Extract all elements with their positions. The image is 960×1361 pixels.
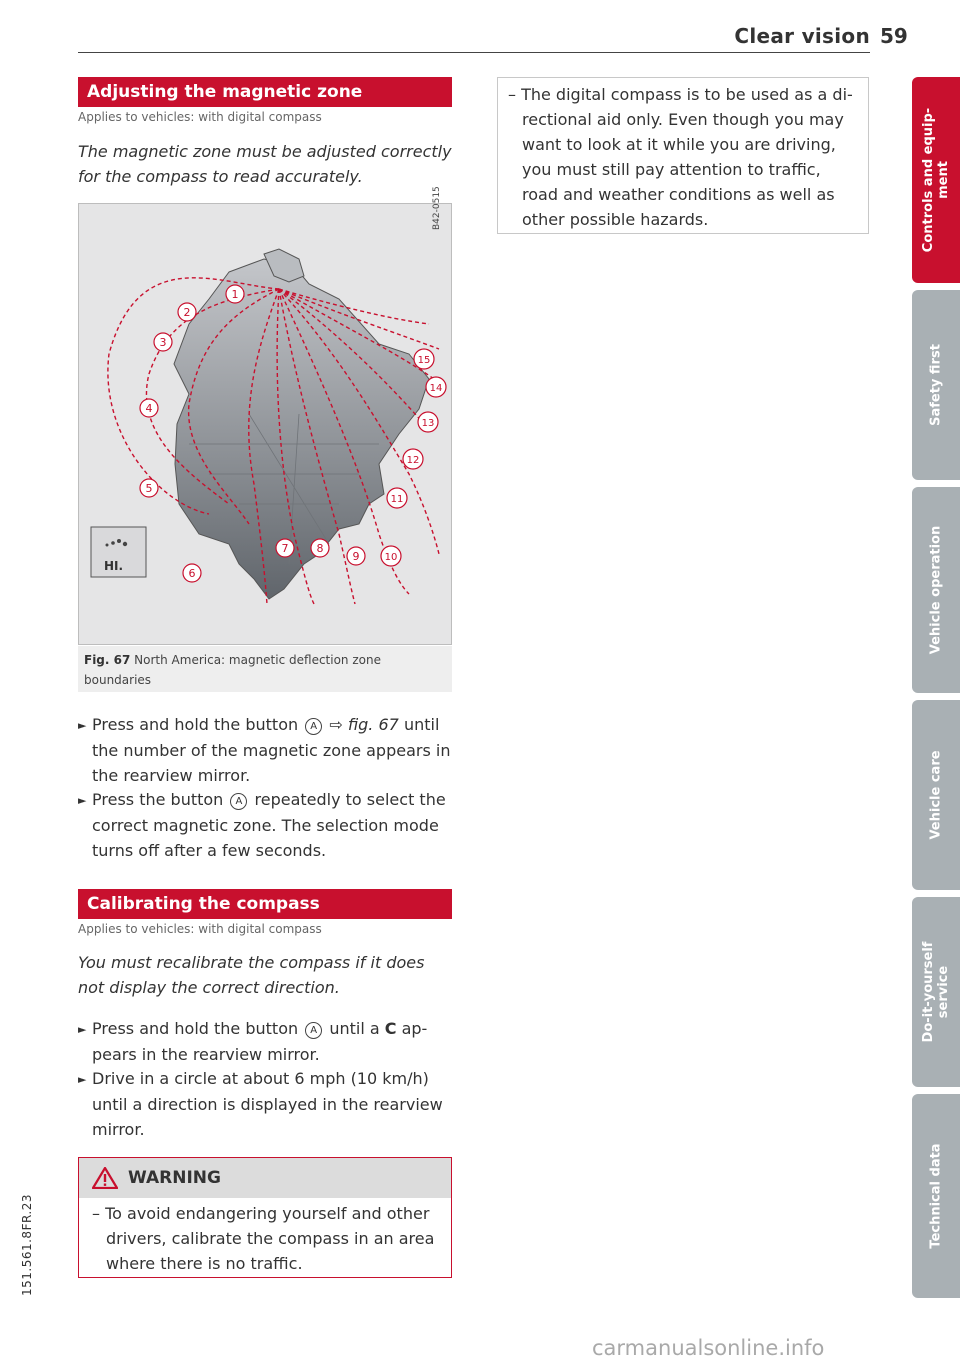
running-header-title: Clear vision [734,24,870,48]
reference-arrow: ⇨ [329,715,343,734]
zone-marker-12 [403,449,423,469]
caption-text: boundaries [84,673,152,687]
intro-magnetic-zone [78,139,458,189]
magnetic-zone-map [79,204,451,644]
button-a-icon: A [305,1022,322,1039]
zone-marker-3 [154,333,172,351]
side-tab-safety[interactable]: Safety first [912,290,960,480]
zone-marker-7 [276,539,294,557]
page-number: 59 [880,24,908,48]
zone-marker-14 [426,377,446,397]
side-tab-vehicle-operation[interactable]: Vehicle operation [912,487,960,693]
step-press-hold-calibrate: ► Press and hold the button A until a C ap- pears in the rearview mirror. [78,1019,428,1064]
intro-line: The magnetic zone must be adjusted correctly [78,142,452,161]
svg-text:10: 10 [384,552,398,563]
figure-reference[interactable]: fig. 67 [347,715,399,734]
zone-marker-1 [226,285,244,303]
svg-text:4: 4 [145,402,153,415]
step-drive-circle: ► Drive in a circle at about 6 mph (10 km/h) until a direction is displayed in the rearview mirror. [78,1069,443,1139]
intro-line: not display the correct direction. [78,978,340,997]
svg-text:15: 15 [417,355,431,366]
warning-triangle-icon [92,1167,118,1189]
zone-marker-6 [183,564,201,582]
svg-text:14: 14 [429,383,443,394]
zone-marker-2 [178,303,196,321]
side-tab-diy-service[interactable]: Do-it-yourself service [912,897,960,1087]
zone-marker-13 [418,412,438,432]
svg-text:3: 3 [159,336,167,349]
figure-code: B42-0515 [432,186,442,230]
step-arrow-icon: ► [78,1023,87,1036]
caption-text: North America: magnetic deflection zone [134,653,381,667]
side-tab-controls[interactable]: Controls and equip- ment [912,77,960,283]
zone-marker-8 [311,539,329,557]
zone-marker-5 [140,479,158,497]
warning-text: – To avoid endangering yourself and other drivers, calibrate the compass in an area where there is no traffic. [92,1204,435,1273]
zone-marker-9 [347,547,365,565]
intro-line: You must recalibrate the compass if it does [78,953,425,972]
display-letter-c: C [384,1019,397,1038]
header-rule [78,52,870,53]
button-a-icon: A [230,793,247,810]
svg-text:7: 7 [281,542,289,555]
note-text: – The digital compass is to be used as a di- rectional aid only. Even though you may want to look at it while you are driving, you must still pay attention to traffic, road and weather conditions as well as other possible hazards. [508,85,853,229]
step-arrow-icon: ► [78,794,87,807]
svg-text:9: 9 [352,550,360,563]
figure-caption [84,650,434,690]
intro-line: for the compass to read accurately. [78,167,363,186]
zone-marker-4 [140,399,158,417]
svg-text:5: 5 [145,482,153,495]
zone-marker-10 [381,546,401,566]
warning-title: WARNING [128,1168,221,1188]
zone-marker-11 [387,488,407,508]
zone-marker-15 [414,349,434,369]
figure-label: Fig. 67 [84,653,131,667]
hawaii-inset-label: HI. [104,559,124,573]
applies-note-1: Applies to vehicles: with digital compass [78,110,322,124]
step-press-hold-zone: ► Press and hold the button A ⇨ fig. 67 until the number of the magnetic zone appears in the rearview mirror. [78,715,451,785]
section-title-calibrating: Calibrating the compass [78,889,452,919]
intro-calibrating [78,950,458,1000]
svg-text:12: 12 [406,455,420,466]
step-arrow-icon: ► [78,1073,87,1086]
side-tab-technical-data[interactable]: Technical data [912,1094,960,1298]
svg-text:11: 11 [390,494,404,505]
button-a-icon: A [305,718,322,735]
svg-text:8: 8 [316,542,324,555]
section-title-magnetic-zone: Adjusting the magnetic zone [78,77,452,107]
figure-magnetic-zone-map [78,203,452,645]
svg-text:1: 1 [231,288,239,301]
svg-text:6: 6 [188,567,196,580]
step-select-zone: ► Press the button A repeatedly to select the correct magnetic zone. The selection mode turns off after a few seconds. [78,790,446,860]
svg-text:2: 2 [183,306,191,319]
side-tab-vehicle-care[interactable]: Vehicle care [912,700,960,890]
applies-note-2: Applies to vehicles: with digital compass [78,922,322,936]
svg-text:13: 13 [421,418,435,429]
document-code: 151.561.8FR.23 [20,1194,34,1296]
watermark: carmanualsonline.info [592,1336,825,1360]
step-arrow-icon: ► [78,719,87,732]
